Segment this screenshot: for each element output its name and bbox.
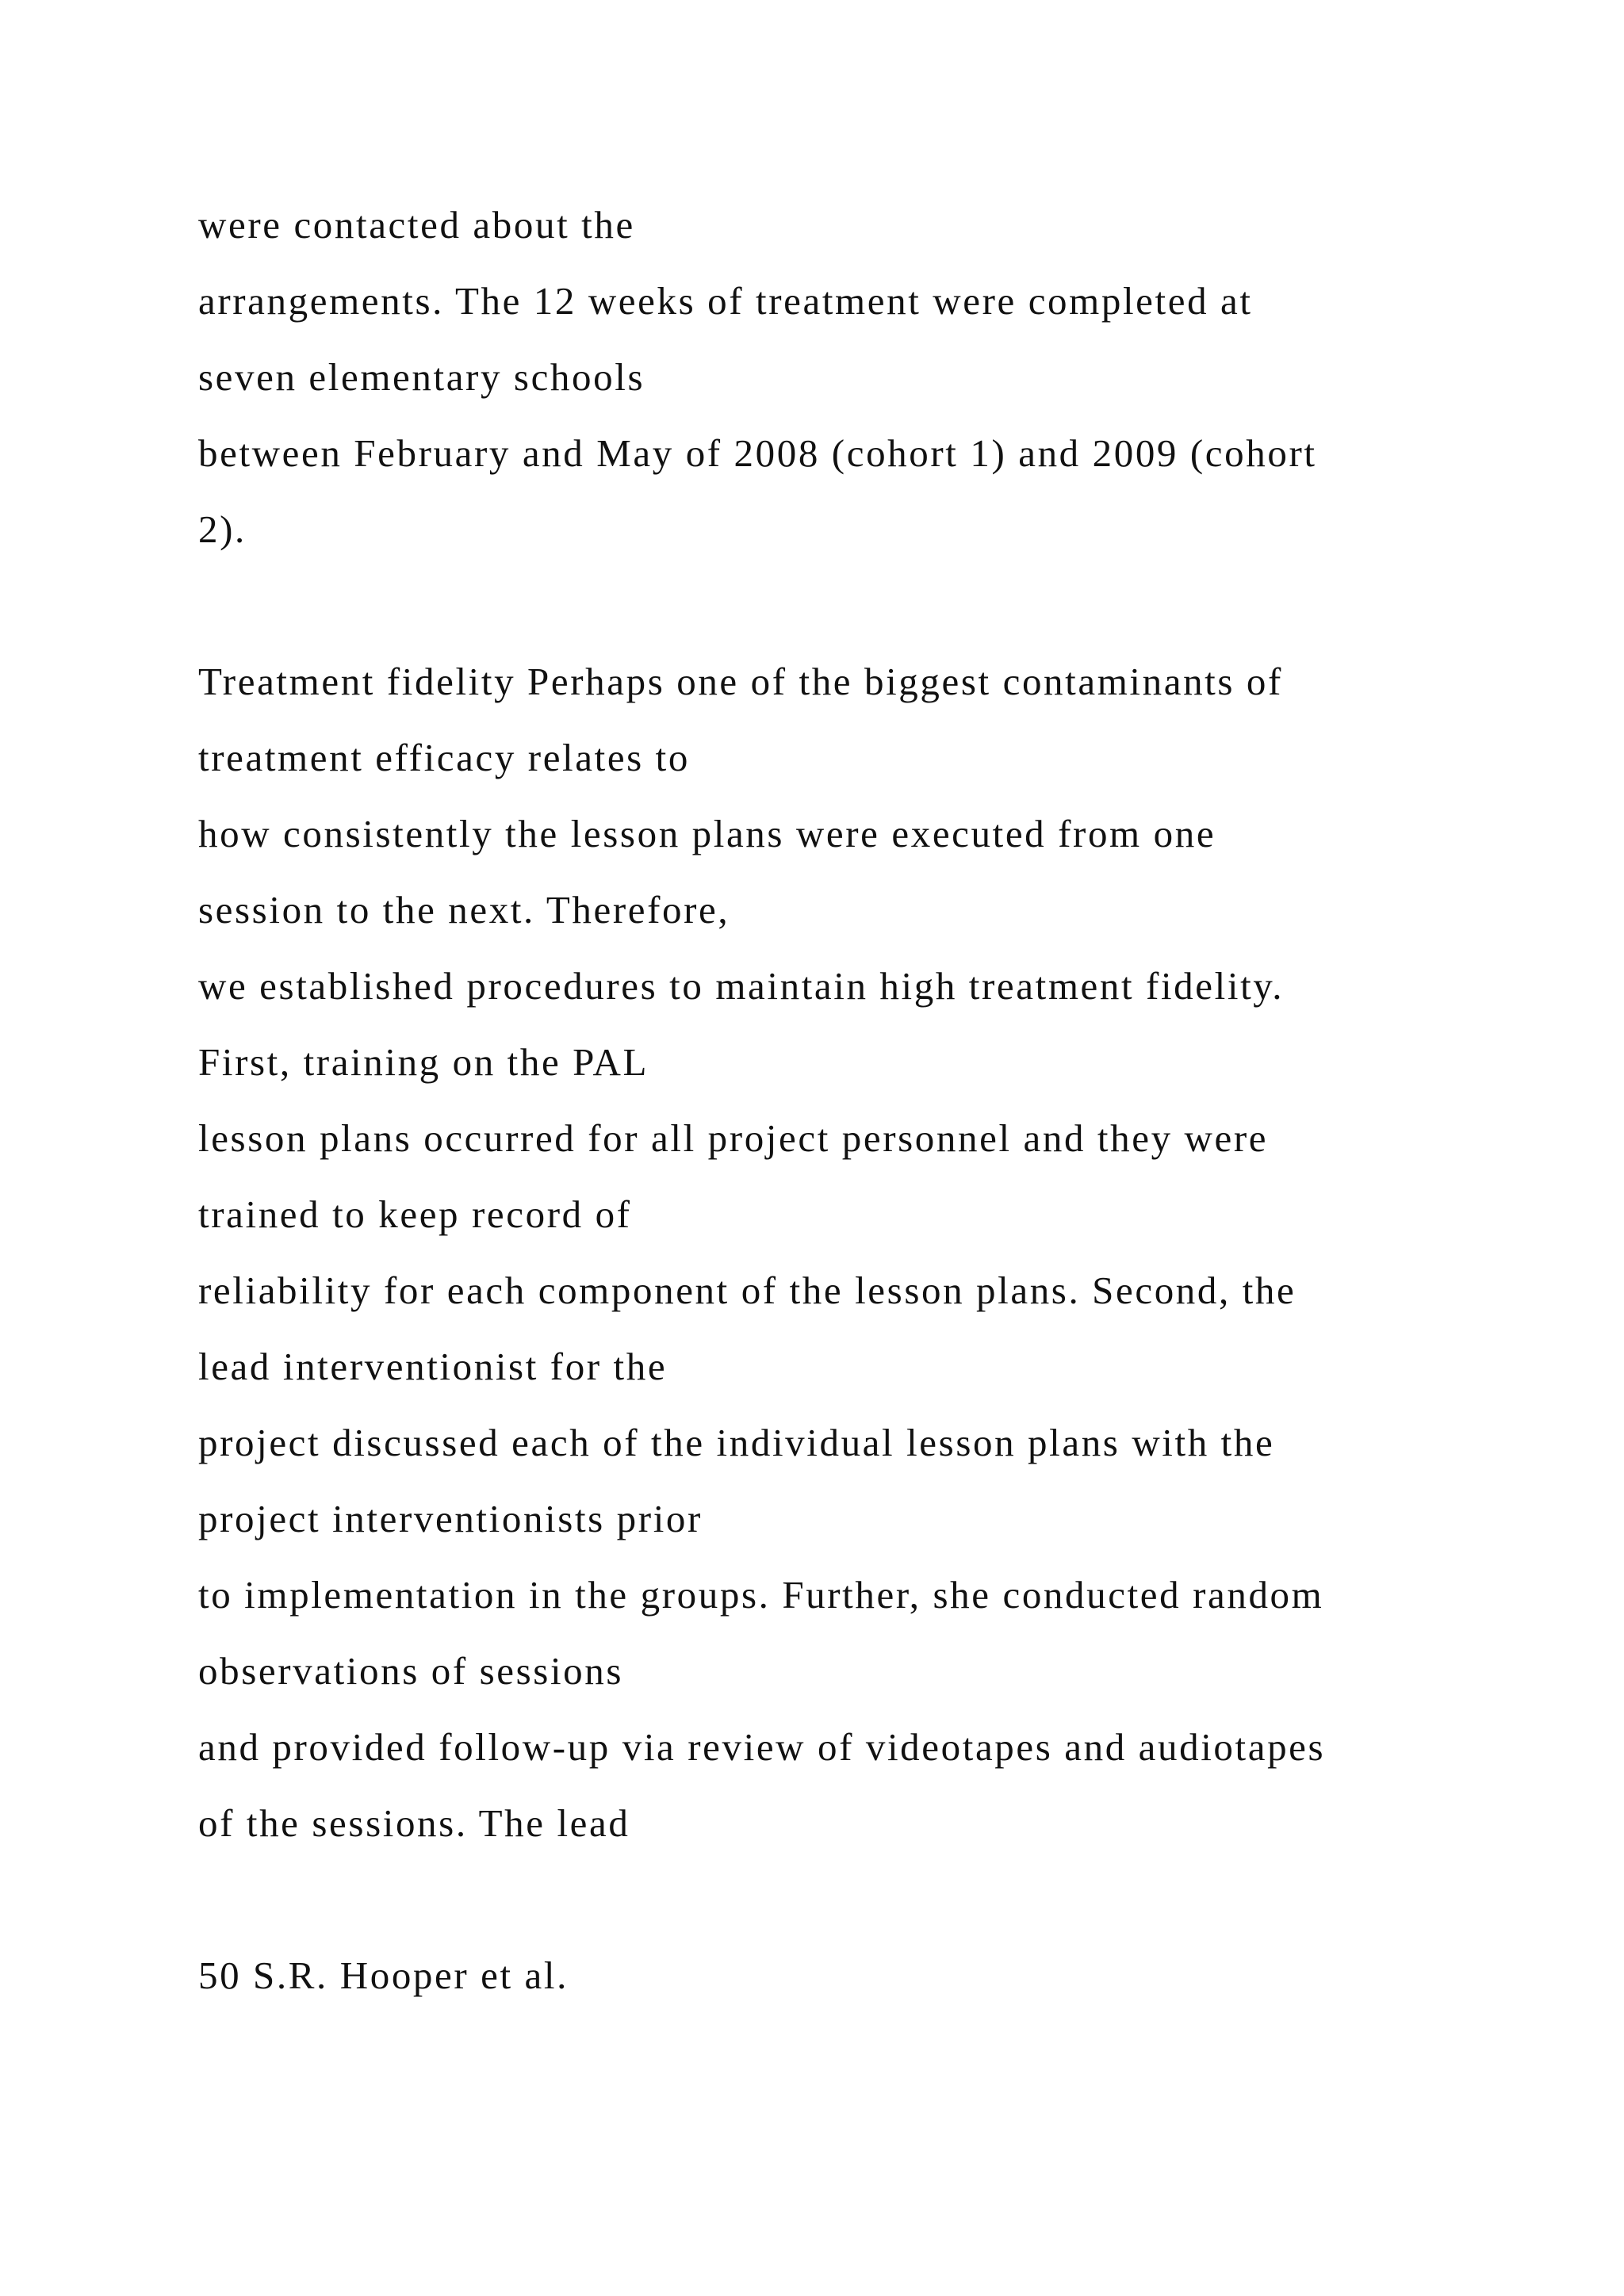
- paragraph-arrangements: [198, 187, 1562, 568]
- paragraph-gap: [198, 1862, 1562, 1938]
- text-line: were contacted about the: [198, 203, 635, 247]
- text-line: between February and May of 2008 (cohort 1) and 2009 (cohort: [198, 431, 1317, 475]
- paragraph-treatment-fidelity: [198, 644, 1562, 1862]
- text-line: to implementation in the groups. Further, she conducted random: [198, 1573, 1324, 1617]
- text-line: Treatment fidelity Perhaps one of the biggest contaminants of: [198, 660, 1283, 703]
- text-line: First, training on the PAL: [198, 1040, 649, 1084]
- text-line: trained to keep record of: [198, 1192, 632, 1236]
- text-line: lesson plans occurred for all project personnel and they were: [198, 1116, 1269, 1160]
- paragraph-gap: [198, 568, 1562, 644]
- text-line: of the sessions. The lead: [198, 1801, 630, 1845]
- text-line: session to the next. Therefore,: [198, 888, 730, 932]
- text-line: how consistently the lesson plans were executed from one: [198, 812, 1216, 855]
- text-line: project discussed each of the individual lesson plans with the: [198, 1421, 1275, 1464]
- text-line: treatment efficacy relates to: [198, 736, 690, 779]
- text-line: project interventionists prior: [198, 1497, 703, 1540]
- text-line: observations of sessions: [198, 1649, 624, 1693]
- text-line: we established procedures to maintain high treatment fidelity.: [198, 964, 1285, 1008]
- text-line: lead interventionist for the: [198, 1345, 668, 1388]
- text-line: arrangements. The 12 weeks of treatment were completed at: [198, 279, 1253, 323]
- page-footer: 50 S.R. Hooper et al.: [198, 1954, 569, 1997]
- text-line: seven elementary schools: [198, 355, 645, 399]
- text-line: and provided follow-up via review of videotapes and audiotapes: [198, 1725, 1326, 1769]
- text-line: reliability for each component of the lesson plans. Second, the: [198, 1269, 1297, 1312]
- document-body: [198, 187, 1562, 2014]
- text-line: 2).: [198, 507, 247, 551]
